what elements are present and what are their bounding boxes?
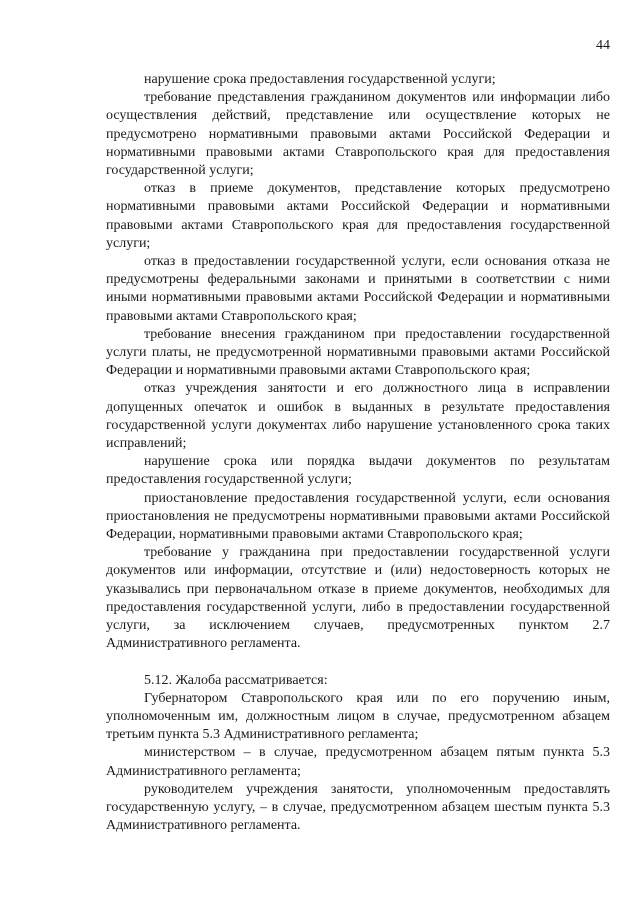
paragraph-ministry: министерством – в случае, предусмотренном абзацем пятым пункта 5.3 Административного регламента; <box>106 745 610 779</box>
paragraph-violation-deadline: нарушение срока предоставления государственной услуги; <box>144 72 496 87</box>
section-gap <box>106 654 610 672</box>
paragraph-head-of-institution: руководителем учреждения занятости, уполномоченным предоставлять государственную услугу, – в случае, предусмотренном абзацем шестым пункта 5.3 Административного регламента. <box>106 781 610 834</box>
paragraph-refusal-corrections: отказ учреждения занятости и его должностного лица в исправлении допущенных опечаток и ошибок в выданных в результате предоставления государственной услуги документах либо нарушение установленного срока таких исправлений; <box>106 381 610 452</box>
paragraph-issuance-violation: нарушение срока или порядка выдачи документов по результатам предоставления государственной услуги; <box>106 454 610 488</box>
paragraph-suspension: приостановление предоставления государственной услуги, если основания приостановления не предусмотрены нормативными правовыми актами Российской Федерации, нормативными правовыми актами Ставропольского края; <box>106 490 610 543</box>
paragraph-refusal-service: отказ в предоставлении государственной услуги, если основания отказа не предусмотрены федеральными законами и принятыми в соответствии с ними иными нормативными правовыми актами Российской Федерации и нормативными правовыми актами Ставропольского края; <box>106 254 610 324</box>
page-number: 44 <box>596 38 610 53</box>
document-body <box>106 71 610 835</box>
paragraph-refusal-acceptance: отказ в приеме документов, представление которых предусмотрено нормативными правовыми актами Российской Федерации и нормативными правовыми актами Ставропольского края для предоставления государственной услуги; <box>106 181 610 251</box>
paragraph-governor: Губернатором Ставропольского края или по его поручению иным, уполномоченным им, должностным лицом в случае, предусмотренном абзацем третьим пункта 5.3 Административного регламента; <box>106 690 610 743</box>
paragraph-information-requirement: требование у гражданина при предоставлении государственной услуги документов или информации, отсутствие и (или) недостоверность которых не указывались при первоначальном отказе в приеме документов, необходимых для предоставления государственной услуги, либо в предоставлении государственной услуги, за исключением случаев, предусмотренных пунктом 2.7 Административного регламента. <box>106 545 610 652</box>
paragraph-payment-requirement: требование внесения гражданином при предоставлении государственной услуги платы, не предусмотренной нормативными правовыми актами Российской Федерации и нормативными правовыми актами Ставропольского края; <box>106 326 610 379</box>
paragraph-document-requirement: требование представления гражданином документов или информации либо осуществления действий, представление или осуществление которых не предусмотрено нормативными правовыми актами Российской Федерации и нормативными правовыми актами Ставропольского края для предоставления государственной услуги; <box>106 90 610 179</box>
section-heading-5-12: 5.12. Жалоба рассматривается: <box>144 672 328 688</box>
